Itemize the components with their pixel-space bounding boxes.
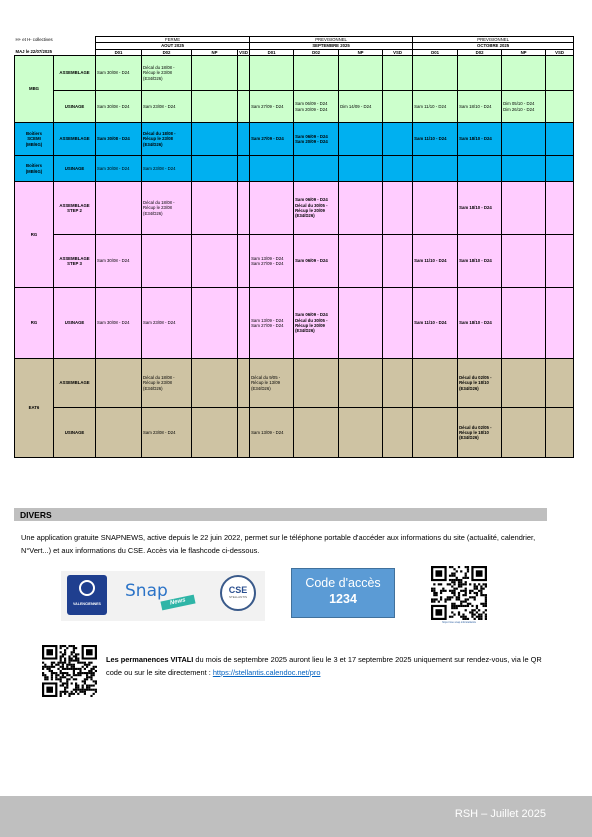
vitali-lead: Les permanences VITALI (106, 655, 194, 664)
schedule-cell (383, 182, 413, 235)
operation-cell: USINAGE (54, 91, 96, 123)
month-name-oct: OCTOBRE 2025 (413, 43, 574, 49)
month-status-aug: FERME (96, 37, 250, 43)
schedule-cell: Décal du 18/08 - Récup le 23/08 (E34/D26) (142, 123, 192, 156)
schedule-cell (502, 359, 546, 408)
schedule-cell (383, 56, 413, 91)
table-row (15, 156, 574, 182)
footer-bar (0, 796, 592, 837)
divers-section-title: DIVERS (14, 508, 547, 521)
schedule-cell (238, 56, 250, 91)
schedule-cell: Sam 18/10 - D24 (458, 182, 502, 235)
operation-cell: USINAGE (54, 288, 96, 359)
schedule-cell: Sam 27/09 - D24 (250, 91, 294, 123)
schedule-cell: Sam 30/08 - D24 (96, 235, 142, 288)
shift-header: D01 (96, 49, 142, 55)
schedule-cell (192, 359, 238, 408)
schedule-cell (339, 408, 383, 458)
snapnews-logo: Snap (125, 581, 168, 601)
shift-header: NP (339, 49, 383, 55)
cse-logo: CSE STELLANTIS (220, 575, 256, 611)
table-row (15, 288, 574, 359)
table-row (15, 182, 574, 235)
operation-cell: ASSEMBLAGE STEP 3 (54, 235, 96, 288)
schedule-cell (413, 56, 458, 91)
table-row (15, 123, 574, 156)
schedule-cell: Sam 06/09 - D24 Décal du 30/05 - Récup le 20/09 (E34/D26) (294, 182, 339, 235)
schedule-cell (192, 156, 238, 182)
schedule-cell: Sam 30/08 - D24 (96, 56, 142, 91)
schedule-cell (502, 408, 546, 458)
schedule-cell (546, 182, 574, 235)
schedule-cell: Sam 06/09 - D24 Sam 20/09 - D24 (294, 91, 339, 123)
schedule-cell (339, 123, 383, 156)
schedule-cell (238, 156, 250, 182)
schedule-cell (238, 123, 250, 156)
schedule-cell (238, 235, 250, 288)
access-code-label: Code d'accès (305, 576, 381, 590)
segment-cell: RG (15, 288, 54, 359)
table-update-date: MAJ le 22/07/2025 (15, 49, 53, 55)
vitali-qr-code-icon[interactable] (42, 645, 97, 697)
schedule-cell (250, 182, 294, 235)
shift-header: D02 (458, 49, 502, 55)
schedule-cell: Sam 11/10 - D24 (413, 288, 458, 359)
table-row (15, 56, 574, 91)
schedule-cell (502, 182, 546, 235)
schedule-cell (238, 182, 250, 235)
schedule-cell: Sam 18/10 - D24 (458, 123, 502, 156)
segment-cell: EAT6 (15, 359, 54, 458)
schedule-cell (294, 156, 339, 182)
segment-cell: Boitiers SCEMI (MB/6G) (15, 123, 54, 156)
schedule-cell (546, 408, 574, 458)
schedule-cell (383, 156, 413, 182)
operation-cell: USINAGE (54, 156, 96, 182)
schedule-cell (339, 156, 383, 182)
schedule-cell: Dim 14/09 - D24 (339, 91, 383, 123)
schedule-cell: Dim 05/10 - D24 Dim 26/10 - D24 (502, 91, 546, 123)
schedule-cell: Sam 11/10 - D24 (413, 235, 458, 288)
schedule-cell (546, 235, 574, 288)
segment-cell: RG (15, 182, 54, 288)
access-code-value: 1234 (329, 592, 357, 606)
schedule-cell: Sam 13/09 - D24 Sam 27/09 - D24 (250, 235, 294, 288)
schedule-cell (339, 288, 383, 359)
schedule-cell (546, 91, 574, 123)
schedule-cell (250, 56, 294, 91)
schedule-cell (238, 359, 250, 408)
schedule-cell (250, 156, 294, 182)
schedule-cell (546, 288, 574, 359)
schedule-cell (192, 288, 238, 359)
segment-cell: MBG (15, 56, 54, 123)
schedule-cell (294, 408, 339, 458)
schedule-cell (238, 91, 250, 123)
month-name-sep: SEPTEMBRE 2025 (250, 43, 413, 49)
month-status-sep: PREVISIONNEL (250, 37, 413, 43)
schedule-cell: Sam 27/09 - D24 (250, 123, 294, 156)
access-code-box (291, 568, 395, 618)
snapnews-qr-caption: https://cse.snap.info/stellantis (442, 621, 476, 624)
schedule-cell (192, 408, 238, 458)
table-row (15, 91, 574, 123)
schedule-cell (546, 123, 574, 156)
schedule-cell: Sam 23/08 - D24 (142, 156, 192, 182)
schedule-cell: Décal du 9/05 - Récup le 13/09 (E34/D26) (250, 359, 294, 408)
schedule-cell: Sam 06/09 - D24 (294, 235, 339, 288)
schedule-cell: Sam 30/08 - D24 (96, 156, 142, 182)
logos-banner (61, 571, 265, 621)
shift-header: VSD (546, 49, 574, 55)
schedule-cell (96, 182, 142, 235)
schedule-cell: Sam 23/08 - D24 (142, 91, 192, 123)
schedule-cell: Sam 06/09 - D24 Sam 20/09 - D24 (294, 123, 339, 156)
schedule-cell (192, 123, 238, 156)
schedule-cell (339, 359, 383, 408)
schedule-cell: Décal du 02/05 - Récup le 18/10 (E34/D26) (458, 408, 502, 458)
schedule-cell: Sam 23/08 - D24 (142, 288, 192, 359)
schedule-cell: Sam 18/10 - D24 (458, 235, 502, 288)
schedule-cell: Sam 06/09 - D24 Décal du 30/05 - Récup le 20/09 (E34/D26) (294, 288, 339, 359)
schedule-cell: Décal du 18/08 - Récup le 23/08 (E34/D26) (142, 359, 192, 408)
overtime-schedule-table (14, 36, 574, 458)
schedule-cell (546, 56, 574, 91)
month-name-aug: AOUT 2025 (96, 43, 250, 49)
schedule-cell (142, 235, 192, 288)
schedule-cell (383, 91, 413, 123)
schedule-cell (383, 359, 413, 408)
table-row (15, 235, 574, 288)
schedule-cell: Sam 18/10 - D24 (458, 288, 502, 359)
schedule-cell (383, 288, 413, 359)
schedule-cell: Sam 30/08 - D24 (96, 91, 142, 123)
schedule-cell: Sam 30/08 - D24 (96, 288, 142, 359)
schedule-cell: Sam 13/09 - D24 (250, 408, 294, 458)
operation-cell: ASSEMBLAGE STEP 2 (54, 182, 96, 235)
segment-cell: Boitiers (MB/6G) (15, 156, 54, 182)
schedule-cell: Décal du 18/08 - Récup le 23/08 (E34/D26) (142, 56, 192, 91)
schedule-cell: Sam 11/10 - D24 (413, 123, 458, 156)
shift-header: NP (192, 49, 238, 55)
operation-cell: ASSEMBLAGE (54, 56, 96, 91)
schedule-cell (502, 288, 546, 359)
vitali-paragraph (106, 653, 546, 679)
operation-cell: ASSEMBLAGE (54, 359, 96, 408)
schedule-cell: Sam 30/08 - D24 (96, 123, 142, 156)
table-row (15, 359, 574, 408)
schedule-cell (192, 91, 238, 123)
schedule-cell: Décal du 18/08 - Récup le 23/08 (E34/D26) (142, 182, 192, 235)
schedule-cell (192, 182, 238, 235)
schedule-cell (238, 408, 250, 458)
schedule-cell (96, 359, 142, 408)
shift-header: D02 (294, 49, 339, 55)
schedule-cell (383, 408, 413, 458)
footer-text: RSH – Juillet 2025 (454, 808, 546, 820)
snapnews-qr-code-icon[interactable] (431, 566, 487, 620)
schedule-cell (502, 156, 546, 182)
schedule-cell (413, 408, 458, 458)
valenciennes-logo: VALENCIENNES (67, 575, 107, 615)
schedule-cell (502, 123, 546, 156)
schedule-cell (192, 235, 238, 288)
schedule-cell (192, 56, 238, 91)
schedule-cell: Sam 11/10 - D24 (413, 91, 458, 123)
schedule-cell (383, 123, 413, 156)
operation-cell: USINAGE (54, 408, 96, 458)
valenciennes-emblem-icon (79, 580, 95, 596)
schedule-cell (546, 359, 574, 408)
shift-header: NP (502, 49, 546, 55)
schedule-cell (458, 156, 502, 182)
shift-header: D01 (413, 49, 458, 55)
table-corner-title: H+ et H- collectives (15, 37, 53, 42)
vitali-text: du mois de septembre 2025 auront lieu le 3 et 17 septembre 2025 uniquement sur rendez-vous, via le QR code ou sur le site directement : (106, 655, 542, 677)
schedule-cell (458, 56, 502, 91)
schedule-cell: Décal du 02/05 - Récup le 18/10 (E34/D26) (458, 359, 502, 408)
schedule-cell (294, 359, 339, 408)
schedule-cell (546, 156, 574, 182)
snapnews-news-badge: News (160, 595, 195, 611)
schedule-cell (502, 235, 546, 288)
schedule-cell (413, 182, 458, 235)
schedule-cell (502, 56, 546, 91)
shift-header: D02 (142, 49, 192, 55)
schedule-cell (413, 359, 458, 408)
table-row (15, 408, 574, 458)
schedule-cell (294, 56, 339, 91)
shift-header: D01 (250, 49, 294, 55)
shift-header: VSD (239, 49, 248, 55)
month-status-oct: PREVISIONNEL (413, 37, 574, 43)
divers-text: Une application gratuite SNAPNEWS, active depuis le 22 juin 2022, permet sur le téléphone portable d'accéder aux informations du site (actualité, calendrier, N°Vert...) et aux informations du CSE. Accès via le flashcode ci-dessous. (21, 533, 536, 555)
schedule-cell (238, 288, 250, 359)
schedule-cell: Sam 23/08 - D24 (142, 408, 192, 458)
schedule-cell (383, 235, 413, 288)
shift-header: VSD (383, 49, 413, 55)
schedule-cell (96, 408, 142, 458)
schedule-cell (339, 56, 383, 91)
schedule-cell (339, 182, 383, 235)
vitali-link[interactable]: https://stellantis.calendoc.net/pro (212, 668, 321, 677)
schedule-cell: Sam 18/10 - D24 (458, 91, 502, 123)
schedule-cell: Sam 13/09 - D24 Sam 27/09 - D24 (250, 288, 294, 359)
schedule-cell (413, 156, 458, 182)
operation-cell: ASSEMBLAGE (54, 123, 96, 156)
schedule-cell (339, 235, 383, 288)
